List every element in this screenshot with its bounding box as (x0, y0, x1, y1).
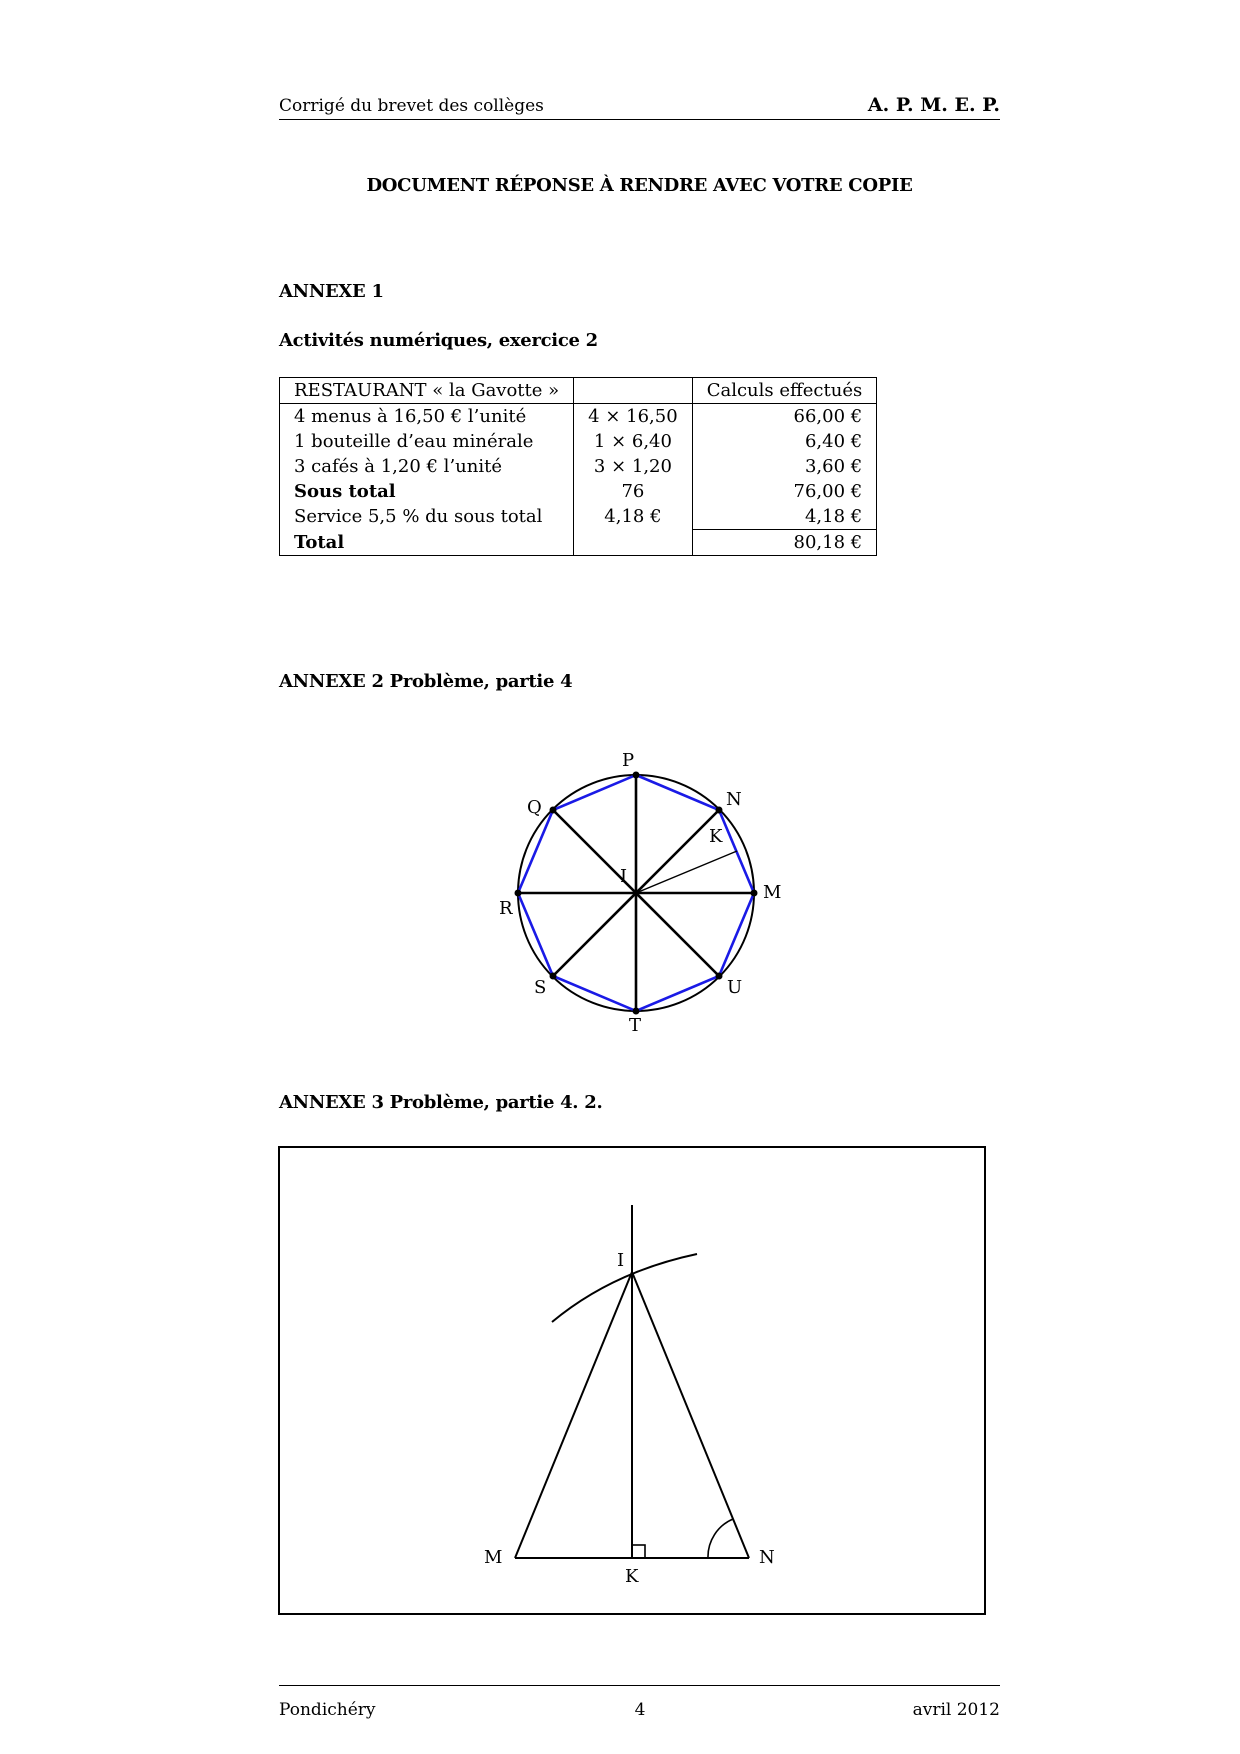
label-n2: N (759, 1547, 775, 1568)
point-p (633, 772, 640, 779)
page-number: 4 (634, 1700, 646, 1720)
table-cell: 76,00 € (692, 479, 877, 504)
point-q (550, 807, 557, 814)
table-cell: 4,18 € (574, 504, 693, 530)
table-header-cell: Calculs effectués (692, 378, 877, 404)
label-u: U (727, 977, 743, 998)
label-r: R (499, 898, 513, 919)
table-cell: 4 × 16,50 (574, 404, 693, 430)
triangle-figure (515, 1205, 749, 1558)
segment-ik (636, 851, 737, 893)
right-angle-marker (632, 1545, 645, 1558)
label-i: I (620, 866, 628, 887)
running-header-apmep: A. P. M. E. P. (867, 94, 1000, 116)
annexe1-heading: ANNEXE 1 (279, 281, 384, 302)
table-cell: 1 bouteille d’eau minérale (280, 429, 574, 454)
point-m (751, 890, 758, 897)
table-cell: 66,00 € (692, 404, 877, 430)
table-cell: 80,18 € (692, 530, 877, 556)
point-s (550, 973, 557, 980)
table-cell: 6,40 € (692, 429, 877, 454)
running-header-title: Corrigé du brevet des collèges (279, 96, 544, 116)
point-r (515, 890, 522, 897)
label-n: N (726, 789, 742, 810)
label-p: P (622, 750, 635, 771)
label-m2: M (484, 1547, 503, 1568)
point-t (633, 1008, 640, 1015)
document-title: DOCUMENT RÉPONSE À RENDRE AVEC VOTRE COPIE (366, 175, 913, 196)
label-t: T (629, 1015, 642, 1036)
segment-mi (515, 1272, 632, 1558)
table-cell: Sous total (280, 479, 574, 504)
footer-date: avril 2012 (912, 1700, 1000, 1720)
table-cell: 4,18 € (692, 504, 877, 530)
table-cell: Service 5,5 % du sous total (280, 504, 574, 530)
table-header-cell: RESTAURANT « la Gavotte » (280, 378, 574, 404)
table-cell: 3 × 1,20 (574, 454, 693, 479)
annexe1-subheading: Activités numériques, exercice 2 (279, 330, 598, 351)
segment-ni (632, 1272, 749, 1558)
table-cell: 4 menus à 16,50 € l’unité (280, 404, 574, 430)
point-u (716, 973, 723, 980)
footer-rule (279, 1685, 1000, 1686)
label-s: S (534, 977, 547, 998)
table-cell: 3 cafés à 1,20 € l’unité (280, 454, 574, 479)
angle-arc-n (708, 1519, 733, 1558)
table-cell: Total (280, 530, 574, 556)
footer-location: Pondichéry (279, 1700, 376, 1720)
label-q: Q (527, 797, 542, 818)
table-cell: 1 × 6,40 (574, 429, 693, 454)
point-n (716, 807, 723, 814)
label-m: M (763, 882, 782, 903)
table-cell: 76 (574, 479, 693, 504)
annexe3-heading: ANNEXE 3 Problème, partie 4. 2. (279, 1092, 603, 1113)
label-i2: I (617, 1250, 625, 1271)
annexe2-heading: ANNEXE 2 Problème, partie 4 (279, 671, 573, 692)
label-k: K (709, 826, 723, 847)
table-cell: 3,60 € (692, 454, 877, 479)
label-k2: K (625, 1566, 639, 1587)
